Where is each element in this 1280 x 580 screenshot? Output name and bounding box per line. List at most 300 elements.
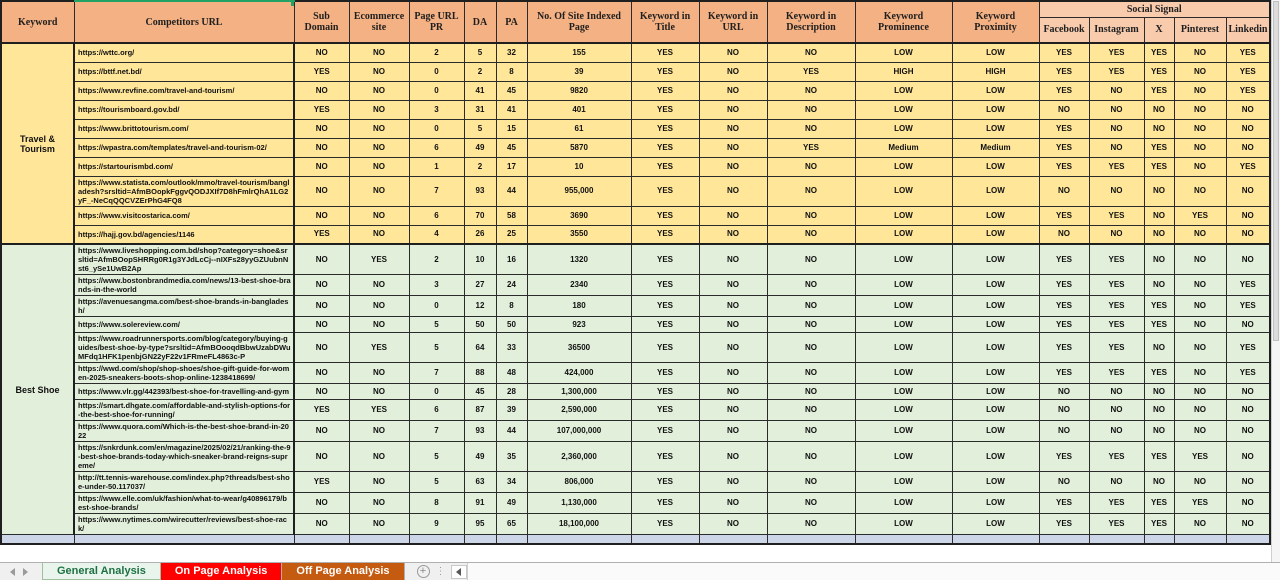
value-cell[interactable]: YES (631, 400, 699, 421)
value-cell[interactable]: NO (767, 81, 855, 100)
value-cell[interactable]: YES (1144, 62, 1174, 81)
empty-cell[interactable] (1226, 535, 1270, 544)
value-cell[interactable]: LOW (952, 81, 1039, 100)
value-cell[interactable]: NO (1039, 421, 1089, 442)
value-cell[interactable]: NO (1174, 81, 1226, 100)
vertical-scrollbar[interactable] (1271, 0, 1280, 562)
value-cell[interactable]: LOW (855, 384, 952, 400)
value-cell[interactable]: YES (1144, 81, 1174, 100)
value-cell[interactable]: YES (1039, 296, 1089, 317)
value-cell[interactable]: 93 (464, 421, 496, 442)
value-cell[interactable]: NO (1174, 176, 1226, 206)
header-keyword-in-title[interactable]: Keyword in Title (631, 1, 699, 43)
value-cell[interactable]: 12 (464, 296, 496, 317)
value-cell[interactable]: YES (1089, 363, 1144, 384)
value-cell[interactable]: NO (349, 442, 409, 472)
value-cell[interactable]: 93 (464, 176, 496, 206)
value-cell[interactable]: 0 (409, 296, 464, 317)
value-cell[interactable]: NO (294, 43, 349, 62)
value-cell[interactable]: NO (699, 138, 767, 157)
value-cell[interactable]: NO (1226, 225, 1270, 244)
value-cell[interactable]: 50 (464, 317, 496, 333)
value-cell[interactable]: NO (1089, 472, 1144, 493)
vertical-scrollbar-thumb[interactable] (1273, 1, 1279, 341)
value-cell[interactable]: 5 (464, 119, 496, 138)
value-cell[interactable]: NO (1089, 100, 1144, 119)
competitor-url-cell[interactable]: https://wpastra.com/templates/travel-and-tourism-02/ (74, 138, 294, 157)
value-cell[interactable]: 3 (409, 275, 464, 296)
header-social-signal[interactable]: Social Signal (1039, 1, 1270, 17)
competitor-url-cell[interactable]: https://www.revfine.com/travel-and-tourism/ (74, 81, 294, 100)
value-cell[interactable]: LOW (855, 225, 952, 244)
value-cell[interactable]: 8 (496, 62, 527, 81)
header-keyword-proximity[interactable]: Keyword Proximity (952, 1, 1039, 43)
value-cell[interactable]: NO (767, 514, 855, 535)
value-cell[interactable]: LOW (952, 296, 1039, 317)
value-cell[interactable]: NO (1174, 384, 1226, 400)
value-cell[interactable]: YES (1089, 493, 1144, 514)
competitor-url-cell[interactable]: https://www.statista.com/outlook/mmo/travel-tourism/bangladesh?srsltid=AfmBOopkFggvQODJXIf7D8hFmlrQhA1LG2yF_-NeCqQQCVZErPhG4FQ8 (74, 176, 294, 206)
value-cell[interactable]: YES (767, 138, 855, 157)
value-cell[interactable]: NO (1144, 421, 1174, 442)
value-cell[interactable]: YES (1039, 43, 1089, 62)
value-cell[interactable]: LOW (952, 206, 1039, 225)
value-cell[interactable]: NO (767, 244, 855, 275)
value-cell[interactable]: YES (631, 100, 699, 119)
value-cell[interactable]: YES (1039, 62, 1089, 81)
value-cell[interactable]: 15 (496, 119, 527, 138)
value-cell[interactable]: 34 (496, 472, 527, 493)
value-cell[interactable]: 3550 (527, 225, 631, 244)
empty-cell[interactable] (699, 535, 767, 544)
value-cell[interactable]: YES (349, 333, 409, 363)
header-ecommerce-site[interactable]: Ecommerce site (349, 1, 409, 43)
value-cell[interactable]: NO (767, 206, 855, 225)
value-cell[interactable]: Medium (952, 138, 1039, 157)
value-cell[interactable]: YES (631, 225, 699, 244)
value-cell[interactable]: Medium (855, 138, 952, 157)
competitor-url-cell[interactable]: https://wttc.org/ (74, 43, 294, 62)
value-cell[interactable]: 17 (496, 157, 527, 176)
value-cell[interactable]: LOW (855, 442, 952, 472)
header-keyword-in-url[interactable]: Keyword in URL (699, 1, 767, 43)
value-cell[interactable]: 48 (496, 363, 527, 384)
value-cell[interactable]: 806,000 (527, 472, 631, 493)
value-cell[interactable]: 41 (496, 100, 527, 119)
value-cell[interactable]: 6 (409, 206, 464, 225)
value-cell[interactable]: YES (1039, 363, 1089, 384)
value-cell[interactable]: NO (767, 384, 855, 400)
competitor-url-cell[interactable]: https://wwd.com/shop/shop-shoes/shoe-gift-guide-for-women-2025-sneakers-boots-shop-online-1238418699/ (74, 363, 294, 384)
value-cell[interactable]: NO (1226, 100, 1270, 119)
value-cell[interactable]: NO (1089, 138, 1144, 157)
value-cell[interactable]: 1,130,000 (527, 493, 631, 514)
value-cell[interactable]: YES (1144, 514, 1174, 535)
competitor-url-cell[interactable]: https://www.solereview.com/ (74, 317, 294, 333)
value-cell[interactable]: 39 (527, 62, 631, 81)
header-da[interactable]: DA (464, 1, 496, 43)
empty-cell[interactable] (767, 535, 855, 544)
value-cell[interactable]: LOW (855, 244, 952, 275)
value-cell[interactable]: HIGH (855, 62, 952, 81)
value-cell[interactable]: YES (1089, 275, 1144, 296)
value-cell[interactable]: YES (631, 206, 699, 225)
value-cell[interactable]: NO (349, 206, 409, 225)
value-cell[interactable]: YES (349, 400, 409, 421)
value-cell[interactable]: 33 (496, 333, 527, 363)
value-cell[interactable]: YES (1039, 138, 1089, 157)
value-cell[interactable]: YES (1039, 317, 1089, 333)
value-cell[interactable]: 923 (527, 317, 631, 333)
value-cell[interactable]: NO (349, 81, 409, 100)
value-cell[interactable]: NO (294, 176, 349, 206)
value-cell[interactable]: NO (699, 225, 767, 244)
value-cell[interactable]: LOW (952, 225, 1039, 244)
empty-cell[interactable] (1089, 535, 1144, 544)
value-cell[interactable]: NO (699, 275, 767, 296)
value-cell[interactable]: LOW (952, 119, 1039, 138)
value-cell[interactable]: YES (631, 244, 699, 275)
header-pa[interactable]: PA (496, 1, 527, 43)
value-cell[interactable]: YES (631, 43, 699, 62)
value-cell[interactable]: 5 (409, 317, 464, 333)
value-cell[interactable]: NO (349, 384, 409, 400)
value-cell[interactable]: NO (1174, 138, 1226, 157)
value-cell[interactable]: NO (1174, 43, 1226, 62)
value-cell[interactable]: NO (1144, 333, 1174, 363)
value-cell[interactable]: NO (349, 176, 409, 206)
value-cell[interactable]: 31 (464, 100, 496, 119)
value-cell[interactable]: 0 (409, 384, 464, 400)
value-cell[interactable]: NO (1174, 275, 1226, 296)
value-cell[interactable]: 424,000 (527, 363, 631, 384)
value-cell[interactable]: NO (294, 317, 349, 333)
value-cell[interactable]: 27 (464, 275, 496, 296)
value-cell[interactable]: NO (1174, 400, 1226, 421)
value-cell[interactable]: NO (699, 333, 767, 363)
value-cell[interactable]: 45 (464, 384, 496, 400)
value-cell[interactable]: 6 (409, 138, 464, 157)
value-cell[interactable]: NO (1144, 384, 1174, 400)
value-cell[interactable]: NO (349, 317, 409, 333)
value-cell[interactable]: NO (349, 62, 409, 81)
value-cell[interactable]: YES (294, 225, 349, 244)
value-cell[interactable]: NO (699, 514, 767, 535)
empty-cell[interactable] (631, 535, 699, 544)
value-cell[interactable]: NO (1039, 176, 1089, 206)
value-cell[interactable]: LOW (952, 176, 1039, 206)
value-cell[interactable]: NO (1089, 81, 1144, 100)
value-cell[interactable]: YES (1039, 514, 1089, 535)
value-cell[interactable]: YES (294, 472, 349, 493)
competitor-url-cell[interactable]: https://smart.dhgate.com/affordable-and-stylish-options-for-the-best-shoe-for-running/ (74, 400, 294, 421)
value-cell[interactable]: LOW (952, 442, 1039, 472)
value-cell[interactable]: NO (767, 317, 855, 333)
value-cell[interactable]: NO (1144, 206, 1174, 225)
value-cell[interactable]: NO (294, 275, 349, 296)
value-cell[interactable]: LOW (952, 400, 1039, 421)
value-cell[interactable]: LOW (952, 472, 1039, 493)
value-cell[interactable]: 180 (527, 296, 631, 317)
value-cell[interactable]: 5 (409, 472, 464, 493)
value-cell[interactable]: 87 (464, 400, 496, 421)
value-cell[interactable]: NO (1174, 244, 1226, 275)
value-cell[interactable]: YES (294, 100, 349, 119)
value-cell[interactable]: NO (1039, 384, 1089, 400)
value-cell[interactable]: NO (767, 275, 855, 296)
value-cell[interactable]: 7 (409, 363, 464, 384)
value-cell[interactable]: YES (1226, 275, 1270, 296)
value-cell[interactable]: 65 (496, 514, 527, 535)
empty-cell[interactable] (952, 535, 1039, 544)
value-cell[interactable]: NO (1089, 119, 1144, 138)
header-pinterest[interactable]: Pinterest (1174, 17, 1226, 43)
competitor-url-cell[interactable]: https://www.bostonbrandmedia.com/news/13-best-shoe-brands-in-the-world (74, 275, 294, 296)
value-cell[interactable]: YES (631, 81, 699, 100)
value-cell[interactable]: 24 (496, 275, 527, 296)
value-cell[interactable]: NO (767, 400, 855, 421)
value-cell[interactable]: NO (1226, 119, 1270, 138)
value-cell[interactable]: NO (1226, 400, 1270, 421)
value-cell[interactable]: YES (1039, 333, 1089, 363)
value-cell[interactable]: YES (631, 514, 699, 535)
value-cell[interactable]: YES (1144, 138, 1174, 157)
value-cell[interactable]: YES (294, 400, 349, 421)
value-cell[interactable]: NO (1089, 176, 1144, 206)
value-cell[interactable]: NO (1174, 317, 1226, 333)
value-cell[interactable]: NO (294, 384, 349, 400)
value-cell[interactable]: 5 (409, 333, 464, 363)
value-cell[interactable]: NO (767, 119, 855, 138)
header-x[interactable]: X (1144, 17, 1174, 43)
competitor-url-cell[interactable]: https://www.liveshopping.com.bd/shop?category=shoe&srsltid=AfmBOopSHRRg0R1g3YJdLcCj--nIXFs28yyGZUubnNst6_ySe1UwB2Ap (74, 244, 294, 275)
value-cell[interactable]: YES (1144, 493, 1174, 514)
value-cell[interactable]: 3 (409, 100, 464, 119)
value-cell[interactable]: 41 (464, 81, 496, 100)
value-cell[interactable]: LOW (952, 43, 1039, 62)
value-cell[interactable]: YES (1039, 493, 1089, 514)
value-cell[interactable]: NO (294, 119, 349, 138)
empty-cell[interactable] (464, 535, 496, 544)
empty-cell[interactable] (1174, 535, 1226, 544)
competitor-url-cell[interactable]: https://hajj.gov.bd/agencies/1146 (74, 225, 294, 244)
value-cell[interactable]: LOW (855, 119, 952, 138)
value-cell[interactable]: NO (767, 176, 855, 206)
value-cell[interactable]: 155 (527, 43, 631, 62)
value-cell[interactable]: 2,360,000 (527, 442, 631, 472)
empty-cell[interactable] (855, 535, 952, 544)
competitor-url-cell[interactable]: https://www.visitcostarica.com/ (74, 206, 294, 225)
value-cell[interactable]: NO (1226, 493, 1270, 514)
value-cell[interactable]: NO (699, 363, 767, 384)
value-cell[interactable]: 28 (496, 384, 527, 400)
value-cell[interactable]: NO (1174, 225, 1226, 244)
value-cell[interactable]: NO (1226, 138, 1270, 157)
value-cell[interactable]: NO (699, 244, 767, 275)
value-cell[interactable]: NO (699, 81, 767, 100)
value-cell[interactable]: YES (1226, 296, 1270, 317)
empty-cell[interactable] (409, 535, 464, 544)
value-cell[interactable]: YES (1144, 363, 1174, 384)
value-cell[interactable]: 25 (496, 225, 527, 244)
tab-general-analysis[interactable]: General Analysis (42, 563, 161, 580)
value-cell[interactable]: NO (1089, 225, 1144, 244)
next-sheet-icon[interactable] (23, 568, 28, 576)
value-cell[interactable]: YES (294, 62, 349, 81)
value-cell[interactable]: NO (294, 244, 349, 275)
value-cell[interactable]: LOW (855, 296, 952, 317)
value-cell[interactable]: NO (1089, 400, 1144, 421)
header-indexed-pages[interactable]: No. Of Site Indexed Page (527, 1, 631, 43)
hscroll-left-button[interactable] (451, 565, 467, 579)
value-cell[interactable]: NO (349, 421, 409, 442)
value-cell[interactable]: NO (349, 119, 409, 138)
value-cell[interactable]: LOW (855, 275, 952, 296)
empty-cell[interactable] (349, 535, 409, 544)
header-sub-domain[interactable]: Sub Domain (294, 1, 349, 43)
value-cell[interactable]: 39 (496, 400, 527, 421)
value-cell[interactable]: LOW (855, 514, 952, 535)
value-cell[interactable]: YES (1226, 333, 1270, 363)
competitor-url-cell[interactable]: https://www.nytimes.com/wirecutter/reviews/best-shoe-rack/ (74, 514, 294, 535)
value-cell[interactable]: 3690 (527, 206, 631, 225)
value-cell[interactable]: YES (1226, 363, 1270, 384)
value-cell[interactable]: NO (767, 472, 855, 493)
value-cell[interactable]: 95 (464, 514, 496, 535)
value-cell[interactable]: NO (767, 43, 855, 62)
value-cell[interactable]: LOW (855, 363, 952, 384)
value-cell[interactable]: NO (699, 400, 767, 421)
value-cell[interactable]: YES (1089, 333, 1144, 363)
value-cell[interactable]: YES (631, 363, 699, 384)
value-cell[interactable]: YES (1174, 206, 1226, 225)
prev-sheet-icon[interactable] (10, 568, 15, 576)
value-cell[interactable]: NO (1226, 176, 1270, 206)
value-cell[interactable]: 2 (464, 157, 496, 176)
value-cell[interactable]: NO (1226, 442, 1270, 472)
value-cell[interactable]: 9 (409, 514, 464, 535)
value-cell[interactable]: LOW (952, 384, 1039, 400)
value-cell[interactable]: NO (699, 472, 767, 493)
value-cell[interactable]: 16 (496, 244, 527, 275)
value-cell[interactable]: NO (1039, 472, 1089, 493)
competitor-url-cell[interactable]: https://bttf.net.bd/ (74, 62, 294, 81)
value-cell[interactable]: LOW (952, 275, 1039, 296)
value-cell[interactable]: NO (1174, 472, 1226, 493)
empty-cell[interactable] (1039, 535, 1089, 544)
tab-on-page-analysis[interactable]: On Page Analysis (161, 563, 283, 580)
value-cell[interactable]: YES (631, 472, 699, 493)
competitor-url-cell[interactable]: https://www.vlr.gg/442393/best-shoe-for-travelling-and-gym (74, 384, 294, 400)
value-cell[interactable]: 32 (496, 43, 527, 62)
value-cell[interactable]: NO (349, 138, 409, 157)
value-cell[interactable]: YES (631, 442, 699, 472)
value-cell[interactable]: NO (1174, 100, 1226, 119)
tab-scroll-splitter[interactable]: ⋮ (435, 566, 445, 577)
value-cell[interactable]: NO (1174, 119, 1226, 138)
value-cell[interactable]: NO (1089, 384, 1144, 400)
value-cell[interactable]: NO (767, 225, 855, 244)
value-cell[interactable]: NO (767, 421, 855, 442)
value-cell[interactable]: YES (1089, 514, 1144, 535)
empty-cell[interactable] (1, 535, 74, 544)
value-cell[interactable]: 49 (464, 138, 496, 157)
value-cell[interactable]: YES (631, 157, 699, 176)
value-cell[interactable]: NO (294, 206, 349, 225)
value-cell[interactable]: YES (1089, 157, 1144, 176)
value-cell[interactable]: YES (1089, 244, 1144, 275)
value-cell[interactable]: NO (1174, 62, 1226, 81)
value-cell[interactable]: NO (767, 296, 855, 317)
value-cell[interactable]: NO (294, 363, 349, 384)
value-cell[interactable]: 36500 (527, 333, 631, 363)
value-cell[interactable]: YES (1089, 442, 1144, 472)
value-cell[interactable]: YES (631, 275, 699, 296)
value-cell[interactable]: 1 (409, 157, 464, 176)
competitor-url-cell[interactable]: https://www.quora.com/Which-is-the-best-shoe-brand-in-2022 (74, 421, 294, 442)
value-cell[interactable]: NO (349, 363, 409, 384)
value-cell[interactable]: YES (631, 296, 699, 317)
value-cell[interactable]: NO (1174, 157, 1226, 176)
value-cell[interactable]: YES (1039, 442, 1089, 472)
value-cell[interactable]: LOW (855, 317, 952, 333)
value-cell[interactable]: 955,000 (527, 176, 631, 206)
competitor-url-cell[interactable]: https://www.roadrunnersports.com/blog/category/buying-guides/best-shoe-by-type?srsltid=AfmBOooqdBbwUzabDWuMFdq1HFK1penbjGN22yF22v1FRmeFL4863c-P (74, 333, 294, 363)
value-cell[interactable]: NO (1144, 100, 1174, 119)
value-cell[interactable]: 5 (409, 442, 464, 472)
value-cell[interactable]: 107,000,000 (527, 421, 631, 442)
value-cell[interactable]: YES (1039, 119, 1089, 138)
value-cell[interactable]: 7 (409, 176, 464, 206)
value-cell[interactable]: NO (1144, 244, 1174, 275)
value-cell[interactable]: LOW (855, 400, 952, 421)
value-cell[interactable]: YES (1226, 157, 1270, 176)
value-cell[interactable]: 0 (409, 62, 464, 81)
value-cell[interactable]: 7 (409, 421, 464, 442)
value-cell[interactable]: 49 (464, 442, 496, 472)
value-cell[interactable]: NO (294, 514, 349, 535)
value-cell[interactable]: LOW (855, 472, 952, 493)
value-cell[interactable]: YES (1039, 157, 1089, 176)
value-cell[interactable]: LOW (855, 100, 952, 119)
value-cell[interactable]: LOW (855, 43, 952, 62)
value-cell[interactable]: LOW (855, 206, 952, 225)
value-cell[interactable]: YES (349, 244, 409, 275)
value-cell[interactable]: YES (1039, 275, 1089, 296)
value-cell[interactable]: YES (1089, 62, 1144, 81)
value-cell[interactable]: YES (1089, 43, 1144, 62)
value-cell[interactable]: 1320 (527, 244, 631, 275)
value-cell[interactable]: NO (1039, 100, 1089, 119)
value-cell[interactable]: YES (1039, 206, 1089, 225)
value-cell[interactable]: 44 (496, 176, 527, 206)
value-cell[interactable]: LOW (855, 493, 952, 514)
empty-cell[interactable] (74, 535, 294, 544)
value-cell[interactable]: 61 (527, 119, 631, 138)
value-cell[interactable]: LOW (952, 244, 1039, 275)
value-cell[interactable]: YES (1089, 206, 1144, 225)
value-cell[interactable]: NO (699, 493, 767, 514)
value-cell[interactable]: NO (767, 157, 855, 176)
value-cell[interactable]: NO (349, 225, 409, 244)
value-cell[interactable]: NO (699, 157, 767, 176)
value-cell[interactable]: NO (294, 421, 349, 442)
value-cell[interactable]: YES (1089, 317, 1144, 333)
value-cell[interactable]: NO (699, 176, 767, 206)
value-cell[interactable]: HIGH (952, 62, 1039, 81)
value-cell[interactable]: NO (1226, 384, 1270, 400)
value-cell[interactable]: YES (631, 384, 699, 400)
